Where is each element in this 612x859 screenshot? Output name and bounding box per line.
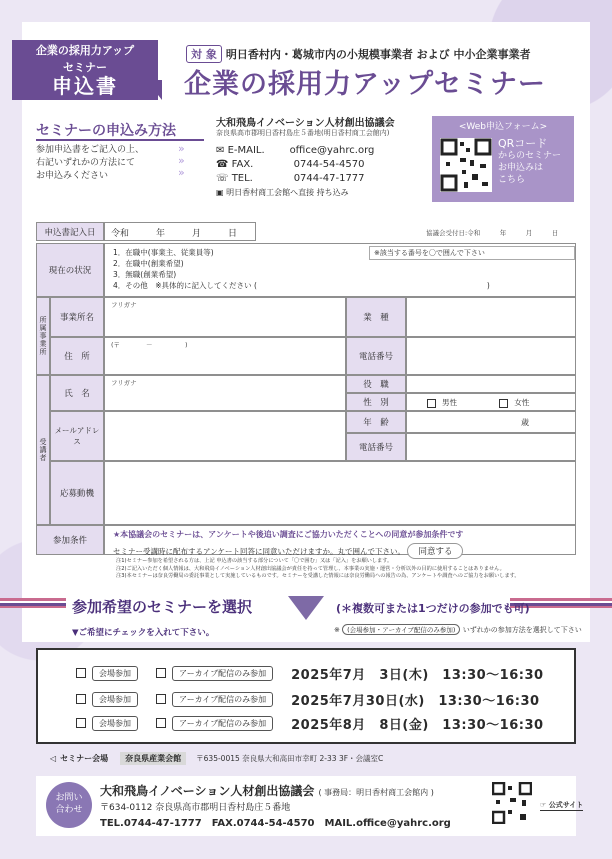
stripe-left	[0, 598, 66, 608]
industry-label: 業 種	[346, 297, 406, 337]
badge-line1: 企業の採用力アップ	[35, 44, 135, 57]
apply-desc	[36, 144, 144, 183]
condition-field	[104, 525, 576, 555]
venue-label: セミナー会場	[60, 754, 109, 763]
phone-label: 電話番号	[346, 433, 406, 461]
position-label: 役 職	[346, 375, 406, 393]
session-date-1: 2025年7月 3日(木) 13:30～16:30	[291, 667, 544, 683]
motive-input[interactable]	[104, 461, 576, 525]
age-label: 年 齢	[346, 411, 406, 433]
receipt-date: 協議会受付日:令和 年 月 日	[426, 229, 559, 237]
footer-address: 〒634-0112 奈良県高市郡明日香村島庄５番地	[100, 803, 291, 813]
venue-name: 奈良県産業会館	[120, 752, 186, 765]
fax-row: ☎ FAX. 0744-54-4570	[216, 159, 365, 170]
side-office: 所属事業所	[36, 297, 50, 375]
apply-desc-2: 右記いずれかの方法にて	[36, 158, 136, 168]
status-note: ※該当する番号を〇で囲んで下さい	[369, 246, 575, 260]
phone-input[interactable]	[406, 433, 576, 461]
apply-title: セミナーの申込み方法	[36, 123, 176, 139]
footer-qr-code[interactable]	[492, 782, 532, 824]
contact-list	[216, 144, 374, 200]
venue-checkbox-2[interactable]	[76, 694, 86, 704]
archive-checkbox-1[interactable]	[156, 668, 166, 678]
org-address: 奈良県高市郡明日香村島庄５番地(明日香村商工会館内)	[216, 129, 390, 137]
org-name: 大和飛鳥イノベーション人材創出協議会	[216, 118, 395, 129]
position-input[interactable]	[406, 375, 576, 393]
status-label: 現在の状況	[36, 243, 104, 297]
age-input[interactable]: 歳	[406, 411, 576, 433]
name-label: 氏 名	[50, 375, 104, 411]
male-checkbox[interactable]	[427, 399, 436, 408]
web-form-box[interactable]	[432, 116, 574, 202]
email-label: メールアドレス	[50, 411, 104, 461]
header-badge	[12, 40, 158, 100]
mail-icon: ✉	[216, 145, 228, 156]
qr-code[interactable]	[440, 138, 492, 192]
select-sub: ▼ご希望にチェックを入れて下さい。	[72, 628, 215, 638]
side-person: 受講者	[36, 375, 50, 525]
inquiry-badge: お問い 合わせ	[46, 782, 92, 828]
date-input[interactable]: 令和 年 月 日	[104, 222, 256, 241]
direct-row: ▣ 明日香村商工会館へ直接 持ち込み	[216, 188, 349, 197]
megaphone-icon: ◁	[50, 754, 57, 763]
official-site-link[interactable]: ☞ 公式サイト	[540, 801, 584, 809]
select-title: 参加希望のセミナーを選択	[72, 598, 253, 616]
session-date-3: 2025年8月 8日(金) 13:30～16:30	[291, 717, 544, 733]
triangle-down-icon	[288, 596, 324, 620]
web-form-title: <Web申込フォーム>	[458, 122, 548, 132]
archive-checkbox-2[interactable]	[156, 694, 166, 704]
office-phone-label: 電話番号	[346, 337, 406, 375]
apply-desc-1: 参加申込書をご記入の上、	[36, 145, 145, 155]
female-checkbox[interactable]	[499, 399, 508, 408]
session-date-2: 2025年7月30日(水) 13:30～16:30	[291, 693, 540, 709]
address-input[interactable]: (〒 － )	[104, 337, 346, 375]
form-notes: 注1)セミナー参加を希望される方は、上記 申込書の該当する部分について「〇で囲む」又は「記入」をお願いします。 注2)ご記入いただく個人情報は、大和飛鳥イノベーション人材創出協議会が責任を持って管理し、本事業の実施・運営・分析以外の目的に使用することはありません。 注3)本セミナーは奈良労働局の委託事業として実施しているものです。セミナーを受講した情報には奈良労働局への報告の為、アンケートや調査へのご協力をお願いします。	[116, 558, 520, 579]
select-note: (＊複数可または1つだけの参加でも可)	[336, 602, 530, 615]
agree-button[interactable]: 同意する	[407, 543, 463, 559]
phone-icon: ☏	[216, 173, 232, 184]
target-text: 明日香村内・葛城市内の小規模事業者 および 中小企業事業者	[225, 48, 531, 61]
badge-main: 申込書	[52, 74, 118, 98]
page-title: 企業の採用力アップセミナー	[184, 69, 546, 100]
office-phone-input[interactable]	[406, 337, 576, 375]
office-name-input[interactable]: フリガナ	[104, 297, 346, 337]
venue-address: 〒635-0015 奈良県大和高田市幸町 2-33 3F・会議室C	[196, 754, 384, 763]
hand-pointer-icon: ☞	[540, 801, 547, 809]
badge-corner	[146, 80, 162, 100]
email-row: ✉ E-MAIL. office@yahrc.org	[216, 145, 375, 156]
email-link[interactable]: office@yahrc.org	[289, 145, 375, 156]
target-line	[186, 45, 531, 63]
date-label: 申込書記入日	[36, 222, 104, 241]
venue-line	[50, 752, 383, 765]
office-name-label: 事業所名	[50, 297, 104, 337]
fax-icon: ☎	[216, 159, 232, 170]
apply-desc-3: お申込みください	[36, 171, 109, 181]
condition-text: ★本協議会のセミナーは、アンケートや後追い調査にご協力いただくことへの同意が参加条件です	[113, 530, 464, 539]
chevron-right-icon: » » »	[178, 142, 185, 179]
apply-underline	[36, 139, 204, 141]
venue-checkbox-1[interactable]	[76, 668, 86, 678]
condition-label: 参加条件	[36, 525, 104, 555]
venue-checkbox-3[interactable]	[76, 718, 86, 728]
address-label: 住 所	[50, 337, 104, 375]
gender-label: 性 別	[346, 393, 406, 411]
building-icon: ▣	[216, 188, 227, 197]
condition-ask: セミナー受講時に配布するアンケート回答に同意いただけますか。丸で囲んで下さい。	[113, 547, 406, 556]
archive-checkbox-3[interactable]	[156, 718, 166, 728]
industry-input[interactable]	[406, 297, 576, 337]
target-tag: 対 象	[186, 45, 222, 63]
motive-label: 応募動機	[50, 461, 104, 525]
tel-row: ☏ TEL. 0744-47-1777	[216, 173, 365, 184]
footer-org: 大和飛鳥イノベーション人材創出協議会 ( 事務局：明日香村商工会館内 )	[100, 784, 434, 798]
footer-contact: TEL.0744-47-1777 FAX.0744-54-4570 MAIL.office@yahrc.org	[100, 818, 451, 829]
select-right-note: ※ (会場参加・アーカイブ配信のみ参加) いずれかの参加方法を選択して下さい	[334, 626, 582, 634]
badge-line2: セミナー	[63, 61, 107, 74]
session-row-2: 会場参加 アーカイブ配信のみ参加 2025年7月30日(水) 13:30～16:30	[76, 690, 540, 708]
session-row-3: 会場参加 アーカイブ配信のみ参加 2025年8月 8日(金) 13:30～16:30	[76, 714, 544, 732]
status-field[interactable]: 1．在職中(事業主、従業員等) 2．在職中(創業希望) 3．無職(創業希望) 4．その他 ※具体的に記入してください ( ) ※該当する番号を〇で囲んで下さい	[104, 243, 576, 297]
session-row-1: 会場参加 アーカイブ配信のみ参加 2025年7月 3日(木) 13:30～16:30	[76, 664, 544, 682]
email-input[interactable]	[104, 411, 346, 461]
qr-caption: QRコード からのセミナー お申込みは こちら	[498, 137, 562, 185]
name-input[interactable]: フリガナ	[104, 375, 346, 411]
gender-field: 男性 女性	[406, 393, 576, 411]
